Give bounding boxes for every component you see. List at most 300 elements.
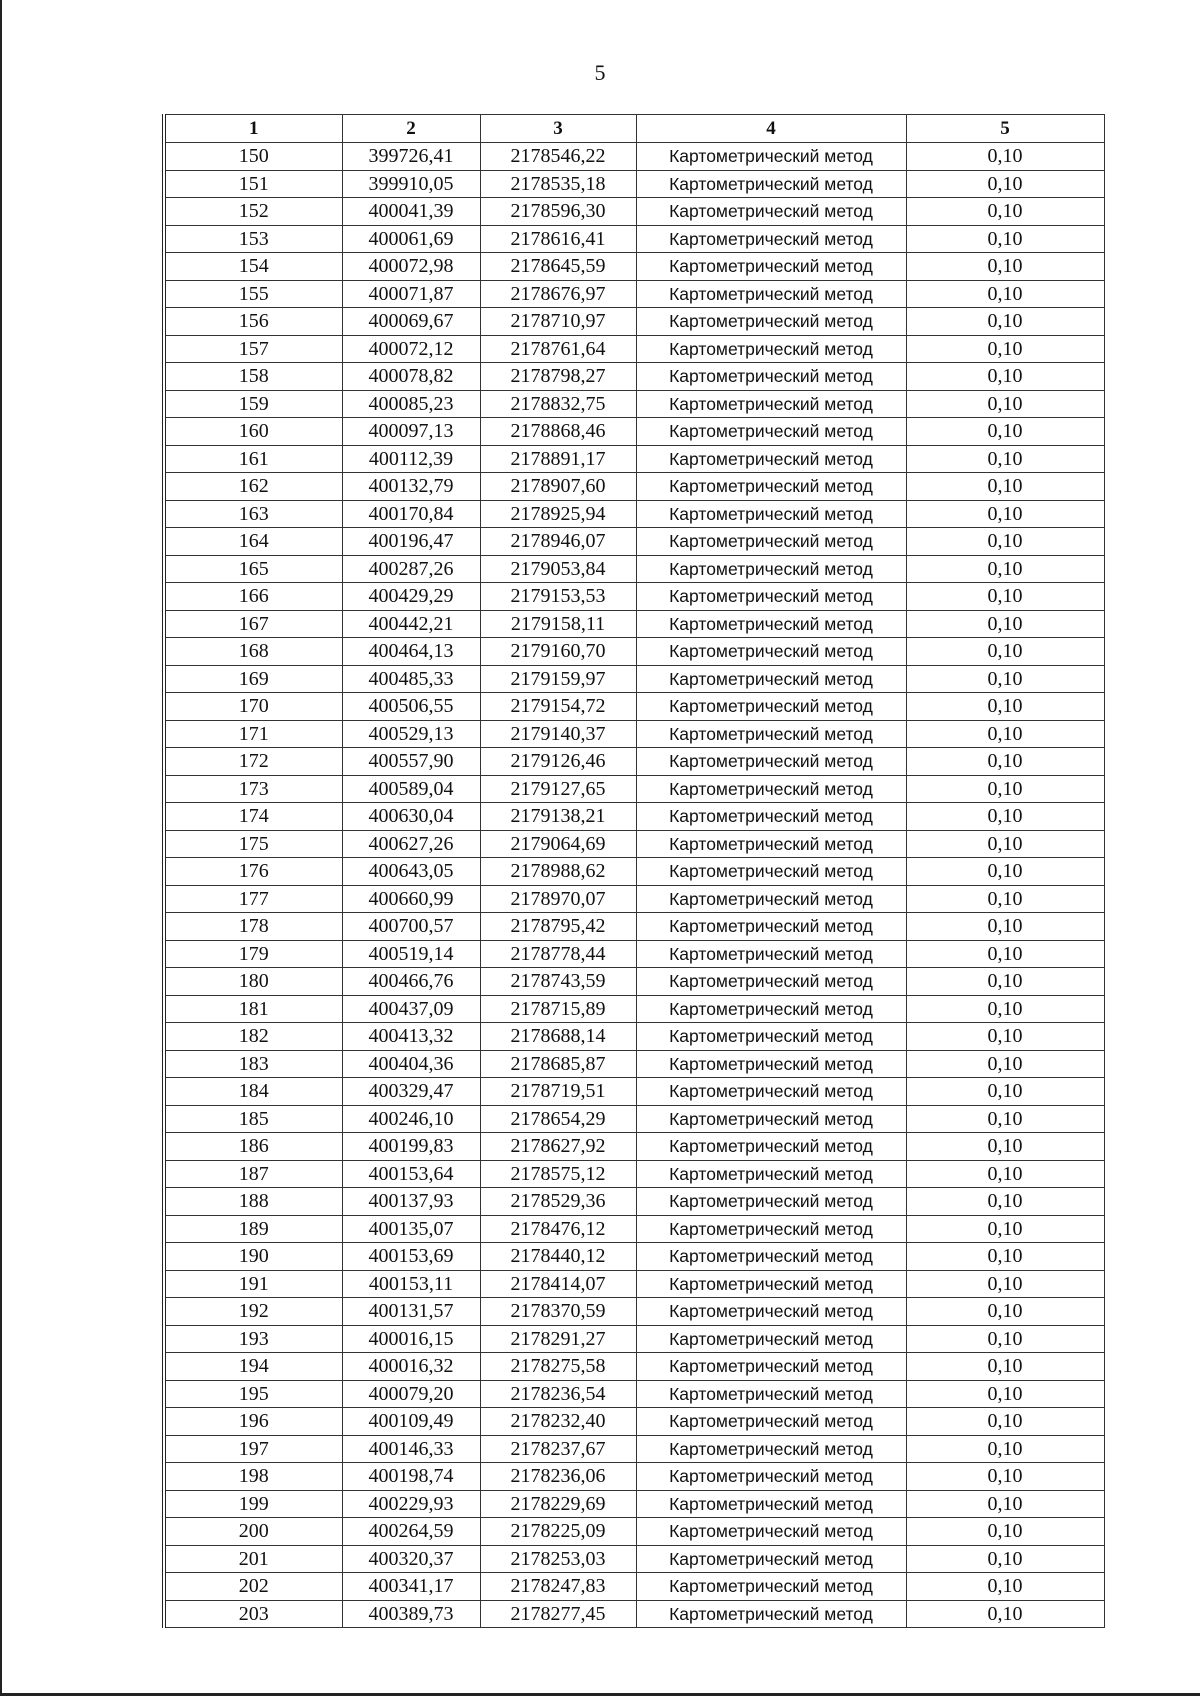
method-cell: Картометрический метод [636,968,906,996]
accuracy-cell: 0,10 [906,308,1104,336]
x-coordinate-cell: 400135,07 [342,1215,480,1243]
table-row [164,528,1104,556]
method-cell: Картометрический метод [636,1600,906,1628]
method-cell: Картометрический метод [636,1023,906,1051]
point-number-cell: 168 [164,638,342,666]
column-header: 3 [480,115,636,143]
y-coordinate-cell: 2179160,70 [480,638,636,666]
table-row [164,610,1104,638]
table-row [164,280,1104,308]
accuracy-cell: 0,10 [906,885,1104,913]
x-coordinate-cell: 400196,47 [342,528,480,556]
point-number-cell: 150 [164,143,342,171]
x-coordinate-cell: 400016,15 [342,1325,480,1353]
x-coordinate-cell: 400199,83 [342,1133,480,1161]
method-cell: Картометрический метод [636,1380,906,1408]
method-cell: Картометрический метод [636,555,906,583]
method-cell: Картометрический метод [636,335,906,363]
accuracy-cell: 0,10 [906,1490,1104,1518]
method-cell: Картометрический метод [636,528,906,556]
point-number-cell: 196 [164,1408,342,1436]
point-number-cell: 177 [164,885,342,913]
accuracy-cell: 0,10 [906,583,1104,611]
y-coordinate-cell: 2178685,87 [480,1050,636,1078]
method-cell: Картометрический метод [636,225,906,253]
x-coordinate-cell: 400069,67 [342,308,480,336]
point-number-cell: 191 [164,1270,342,1298]
point-number-cell: 164 [164,528,342,556]
method-cell: Картометрический метод [636,500,906,528]
table-row [164,1380,1104,1408]
point-number-cell: 202 [164,1573,342,1601]
method-cell: Картометрический метод [636,1545,906,1573]
y-coordinate-cell: 2178414,07 [480,1270,636,1298]
column-header: 1 [164,115,342,143]
scan-edge-left [0,0,2,1696]
x-coordinate-cell: 400413,32 [342,1023,480,1051]
table-row [164,555,1104,583]
table-row [164,473,1104,501]
x-coordinate-cell: 400131,57 [342,1298,480,1326]
method-cell: Картометрический метод [636,995,906,1023]
y-coordinate-cell: 2178868,46 [480,418,636,446]
x-coordinate-cell: 400132,79 [342,473,480,501]
x-coordinate-cell: 400071,87 [342,280,480,308]
accuracy-cell: 0,10 [906,1298,1104,1326]
point-number-cell: 174 [164,803,342,831]
accuracy-cell: 0,10 [906,1160,1104,1188]
method-cell: Картометрический метод [636,445,906,473]
table-row [164,968,1104,996]
y-coordinate-cell: 2178654,29 [480,1105,636,1133]
point-number-cell: 165 [164,555,342,583]
point-number-cell: 201 [164,1545,342,1573]
accuracy-cell: 0,10 [906,1133,1104,1161]
accuracy-cell: 0,10 [906,198,1104,226]
x-coordinate-cell: 400097,13 [342,418,480,446]
method-cell: Картометрический метод [636,1133,906,1161]
table-row [164,1078,1104,1106]
method-cell: Картометрический метод [636,1105,906,1133]
table-row [164,748,1104,776]
accuracy-cell: 0,10 [906,555,1104,583]
point-number-cell: 192 [164,1298,342,1326]
table-row [164,1353,1104,1381]
x-coordinate-cell: 400112,39 [342,445,480,473]
table-row [164,1490,1104,1518]
point-number-cell: 199 [164,1490,342,1518]
table-row [164,1325,1104,1353]
column-header: 4 [636,115,906,143]
accuracy-cell: 0,10 [906,445,1104,473]
table-row [164,225,1104,253]
accuracy-cell: 0,10 [906,913,1104,941]
point-number-cell: 182 [164,1023,342,1051]
accuracy-cell: 0,10 [906,225,1104,253]
method-cell: Картометрический метод [636,748,906,776]
x-coordinate-cell: 400016,32 [342,1353,480,1381]
point-number-cell: 163 [164,500,342,528]
x-coordinate-cell: 400246,10 [342,1105,480,1133]
y-coordinate-cell: 2178546,22 [480,143,636,171]
accuracy-cell: 0,10 [906,390,1104,418]
table-row [164,1050,1104,1078]
table-row [164,1160,1104,1188]
method-cell: Картометрический метод [636,253,906,281]
accuracy-cell: 0,10 [906,1408,1104,1436]
point-number-cell: 171 [164,720,342,748]
point-number-cell: 173 [164,775,342,803]
method-cell: Картометрический метод [636,1298,906,1326]
point-number-cell: 170 [164,693,342,721]
accuracy-cell: 0,10 [906,1270,1104,1298]
y-coordinate-cell: 2178891,17 [480,445,636,473]
y-coordinate-cell: 2178237,67 [480,1435,636,1463]
method-cell: Картометрический метод [636,1518,906,1546]
accuracy-cell: 0,10 [906,1023,1104,1051]
y-coordinate-cell: 2178236,06 [480,1463,636,1491]
y-coordinate-cell: 2178476,12 [480,1215,636,1243]
accuracy-cell: 0,10 [906,1435,1104,1463]
point-number-cell: 176 [164,858,342,886]
table-row [164,1408,1104,1436]
method-cell: Картометрический метод [636,665,906,693]
x-coordinate-cell: 400229,93 [342,1490,480,1518]
x-coordinate-cell: 400464,13 [342,638,480,666]
method-cell: Картометрический метод [636,308,906,336]
x-coordinate-cell: 400072,98 [342,253,480,281]
y-coordinate-cell: 2178946,07 [480,528,636,556]
x-coordinate-cell: 400519,14 [342,940,480,968]
method-cell: Картометрический метод [636,720,906,748]
y-coordinate-cell: 2178988,62 [480,858,636,886]
y-coordinate-cell: 2178778,44 [480,940,636,968]
coordinates-table [162,114,1105,1628]
point-number-cell: 166 [164,583,342,611]
y-coordinate-cell: 2178832,75 [480,390,636,418]
x-coordinate-cell: 400627,26 [342,830,480,858]
y-coordinate-cell: 2178798,27 [480,363,636,391]
x-coordinate-cell: 400287,26 [342,555,480,583]
table-row [164,1188,1104,1216]
x-coordinate-cell: 400485,33 [342,665,480,693]
point-number-cell: 188 [164,1188,342,1216]
method-cell: Картометрический метод [636,1215,906,1243]
y-coordinate-cell: 2179159,97 [480,665,636,693]
table-row [164,1270,1104,1298]
method-cell: Картометрический метод [636,1160,906,1188]
y-coordinate-cell: 2178715,89 [480,995,636,1023]
accuracy-cell: 0,10 [906,720,1104,748]
table-row [164,335,1104,363]
accuracy-cell: 0,10 [906,1078,1104,1106]
method-cell: Картометрический метод [636,1325,906,1353]
point-number-cell: 185 [164,1105,342,1133]
accuracy-cell: 0,10 [906,528,1104,556]
point-number-cell: 158 [164,363,342,391]
point-number-cell: 179 [164,940,342,968]
method-cell: Картометрический метод [636,280,906,308]
table-row [164,693,1104,721]
accuracy-cell: 0,10 [906,280,1104,308]
table-row [164,885,1104,913]
x-coordinate-cell: 400109,49 [342,1408,480,1436]
y-coordinate-cell: 2178676,97 [480,280,636,308]
accuracy-cell: 0,10 [906,1600,1104,1628]
accuracy-cell: 0,10 [906,940,1104,968]
accuracy-cell: 0,10 [906,1518,1104,1546]
x-coordinate-cell: 400153,69 [342,1243,480,1271]
y-coordinate-cell: 2178236,54 [480,1380,636,1408]
x-coordinate-cell: 400589,04 [342,775,480,803]
accuracy-cell: 0,10 [906,1463,1104,1491]
x-coordinate-cell: 400466,76 [342,968,480,996]
method-cell: Картометрический метод [636,1408,906,1436]
y-coordinate-cell: 2178645,59 [480,253,636,281]
table-row [164,913,1104,941]
x-coordinate-cell: 400437,09 [342,995,480,1023]
table-row [164,253,1104,281]
table-row [164,1105,1104,1133]
point-number-cell: 162 [164,473,342,501]
table-row [164,638,1104,666]
table-row [164,143,1104,171]
x-coordinate-cell: 400404,36 [342,1050,480,1078]
x-coordinate-cell: 399910,05 [342,170,480,198]
point-number-cell: 200 [164,1518,342,1546]
method-cell: Картометрический метод [636,170,906,198]
method-cell: Картометрический метод [636,390,906,418]
table-row [164,1215,1104,1243]
point-number-cell: 160 [164,418,342,446]
point-number-cell: 180 [164,968,342,996]
y-coordinate-cell: 2178275,58 [480,1353,636,1381]
accuracy-cell: 0,10 [906,170,1104,198]
accuracy-cell: 0,10 [906,748,1104,776]
x-coordinate-cell: 400078,82 [342,363,480,391]
table-row [164,1133,1104,1161]
y-coordinate-cell: 2178232,40 [480,1408,636,1436]
point-number-cell: 186 [164,1133,342,1161]
y-coordinate-cell: 2178529,36 [480,1188,636,1216]
table-row [164,390,1104,418]
y-coordinate-cell: 2179153,53 [480,583,636,611]
table-row [164,1023,1104,1051]
table-row [164,363,1104,391]
accuracy-cell: 0,10 [906,1215,1104,1243]
point-number-cell: 172 [164,748,342,776]
method-cell: Картометрический метод [636,1243,906,1271]
method-cell: Картометрический метод [636,830,906,858]
x-coordinate-cell: 400170,84 [342,500,480,528]
table-row [164,1463,1104,1491]
method-cell: Картометрический метод [636,913,906,941]
point-number-cell: 190 [164,1243,342,1271]
method-cell: Картометрический метод [636,473,906,501]
accuracy-cell: 0,10 [906,500,1104,528]
accuracy-cell: 0,10 [906,1325,1104,1353]
y-coordinate-cell: 2178277,45 [480,1600,636,1628]
accuracy-cell: 0,10 [906,638,1104,666]
y-coordinate-cell: 2178229,69 [480,1490,636,1518]
method-cell: Картометрический метод [636,1463,906,1491]
x-coordinate-cell: 400320,37 [342,1545,480,1573]
y-coordinate-cell: 2179138,21 [480,803,636,831]
method-cell: Картометрический метод [636,940,906,968]
point-number-cell: 169 [164,665,342,693]
point-number-cell: 183 [164,1050,342,1078]
point-number-cell: 155 [164,280,342,308]
accuracy-cell: 0,10 [906,775,1104,803]
y-coordinate-cell: 2178616,41 [480,225,636,253]
accuracy-cell: 0,10 [906,1188,1104,1216]
table-row [164,418,1104,446]
table-row [164,445,1104,473]
point-number-cell: 156 [164,308,342,336]
table-row [164,995,1104,1023]
x-coordinate-cell: 400630,04 [342,803,480,831]
point-number-cell: 153 [164,225,342,253]
method-cell: Картометрический метод [636,858,906,886]
method-cell: Картометрический метод [636,638,906,666]
y-coordinate-cell: 2178596,30 [480,198,636,226]
x-coordinate-cell: 400079,20 [342,1380,480,1408]
point-number-cell: 181 [164,995,342,1023]
x-coordinate-cell: 400153,64 [342,1160,480,1188]
table-row [164,1573,1104,1601]
point-number-cell: 189 [164,1215,342,1243]
point-number-cell: 175 [164,830,342,858]
y-coordinate-cell: 2178743,59 [480,968,636,996]
point-number-cell: 197 [164,1435,342,1463]
method-cell: Картометрический метод [636,198,906,226]
y-coordinate-cell: 2178970,07 [480,885,636,913]
y-coordinate-cell: 2178247,83 [480,1573,636,1601]
accuracy-cell: 0,10 [906,1243,1104,1271]
accuracy-cell: 0,10 [906,693,1104,721]
table-row [164,1298,1104,1326]
table-row [164,858,1104,886]
table-row [164,500,1104,528]
point-number-cell: 157 [164,335,342,363]
y-coordinate-cell: 2178710,97 [480,308,636,336]
accuracy-cell: 0,10 [906,1050,1104,1078]
accuracy-cell: 0,10 [906,1105,1104,1133]
table-header-row [164,115,1104,143]
x-coordinate-cell: 400153,11 [342,1270,480,1298]
y-coordinate-cell: 2178719,51 [480,1078,636,1106]
accuracy-cell: 0,10 [906,610,1104,638]
y-coordinate-cell: 2178225,09 [480,1518,636,1546]
y-coordinate-cell: 2178907,60 [480,473,636,501]
accuracy-cell: 0,10 [906,418,1104,446]
x-coordinate-cell: 400341,17 [342,1573,480,1601]
x-coordinate-cell: 400041,39 [342,198,480,226]
x-coordinate-cell: 400146,33 [342,1435,480,1463]
table-row [164,803,1104,831]
x-coordinate-cell: 400389,73 [342,1600,480,1628]
accuracy-cell: 0,10 [906,830,1104,858]
point-number-cell: 193 [164,1325,342,1353]
point-number-cell: 198 [164,1463,342,1491]
y-coordinate-cell: 2179064,69 [480,830,636,858]
column-header: 5 [906,115,1104,143]
point-number-cell: 167 [164,610,342,638]
table-row [164,1518,1104,1546]
table-body [164,143,1104,1628]
x-coordinate-cell: 399726,41 [342,143,480,171]
point-number-cell: 194 [164,1353,342,1381]
y-coordinate-cell: 2179053,84 [480,555,636,583]
x-coordinate-cell: 400264,59 [342,1518,480,1546]
point-number-cell: 159 [164,390,342,418]
accuracy-cell: 0,10 [906,253,1104,281]
point-number-cell: 154 [164,253,342,281]
accuracy-cell: 0,10 [906,1545,1104,1573]
table-row [164,1600,1104,1628]
table-row [164,720,1104,748]
y-coordinate-cell: 2178253,03 [480,1545,636,1573]
method-cell: Картометрический метод [636,363,906,391]
method-cell: Картометрический метод [636,418,906,446]
x-coordinate-cell: 400442,21 [342,610,480,638]
table-row [164,1243,1104,1271]
x-coordinate-cell: 400072,12 [342,335,480,363]
page-number: 5 [594,60,606,85]
method-cell: Картометрический метод [636,583,906,611]
point-number-cell: 184 [164,1078,342,1106]
y-coordinate-cell: 2179127,65 [480,775,636,803]
method-cell: Картометрический метод [636,1490,906,1518]
table-row [164,170,1104,198]
table-row [164,775,1104,803]
accuracy-cell: 0,10 [906,1573,1104,1601]
y-coordinate-cell: 2179158,11 [480,610,636,638]
accuracy-cell: 0,10 [906,335,1104,363]
method-cell: Картометрический метод [636,693,906,721]
method-cell: Картометрический метод [636,1573,906,1601]
accuracy-cell: 0,10 [906,1353,1104,1381]
method-cell: Картометрический метод [636,1270,906,1298]
x-coordinate-cell: 400061,69 [342,225,480,253]
y-coordinate-cell: 2178370,59 [480,1298,636,1326]
y-coordinate-cell: 2178440,12 [480,1243,636,1271]
point-number-cell: 152 [164,198,342,226]
y-coordinate-cell: 2178627,92 [480,1133,636,1161]
point-number-cell: 195 [164,1380,342,1408]
method-cell: Картометрический метод [636,1078,906,1106]
x-coordinate-cell: 400660,99 [342,885,480,913]
accuracy-cell: 0,10 [906,995,1104,1023]
method-cell: Картометрический метод [636,885,906,913]
method-cell: Картометрический метод [636,1435,906,1463]
point-number-cell: 187 [164,1160,342,1188]
x-coordinate-cell: 400643,05 [342,858,480,886]
y-coordinate-cell: 2178575,12 [480,1160,636,1188]
y-coordinate-cell: 2178925,94 [480,500,636,528]
x-coordinate-cell: 400529,13 [342,720,480,748]
y-coordinate-cell: 2178688,14 [480,1023,636,1051]
x-coordinate-cell: 400137,93 [342,1188,480,1216]
accuracy-cell: 0,10 [906,473,1104,501]
method-cell: Картометрический метод [636,1188,906,1216]
point-number-cell: 178 [164,913,342,941]
x-coordinate-cell: 400329,47 [342,1078,480,1106]
method-cell: Картометрический метод [636,1353,906,1381]
y-coordinate-cell: 2179126,46 [480,748,636,776]
x-coordinate-cell: 400198,74 [342,1463,480,1491]
point-number-cell: 151 [164,170,342,198]
